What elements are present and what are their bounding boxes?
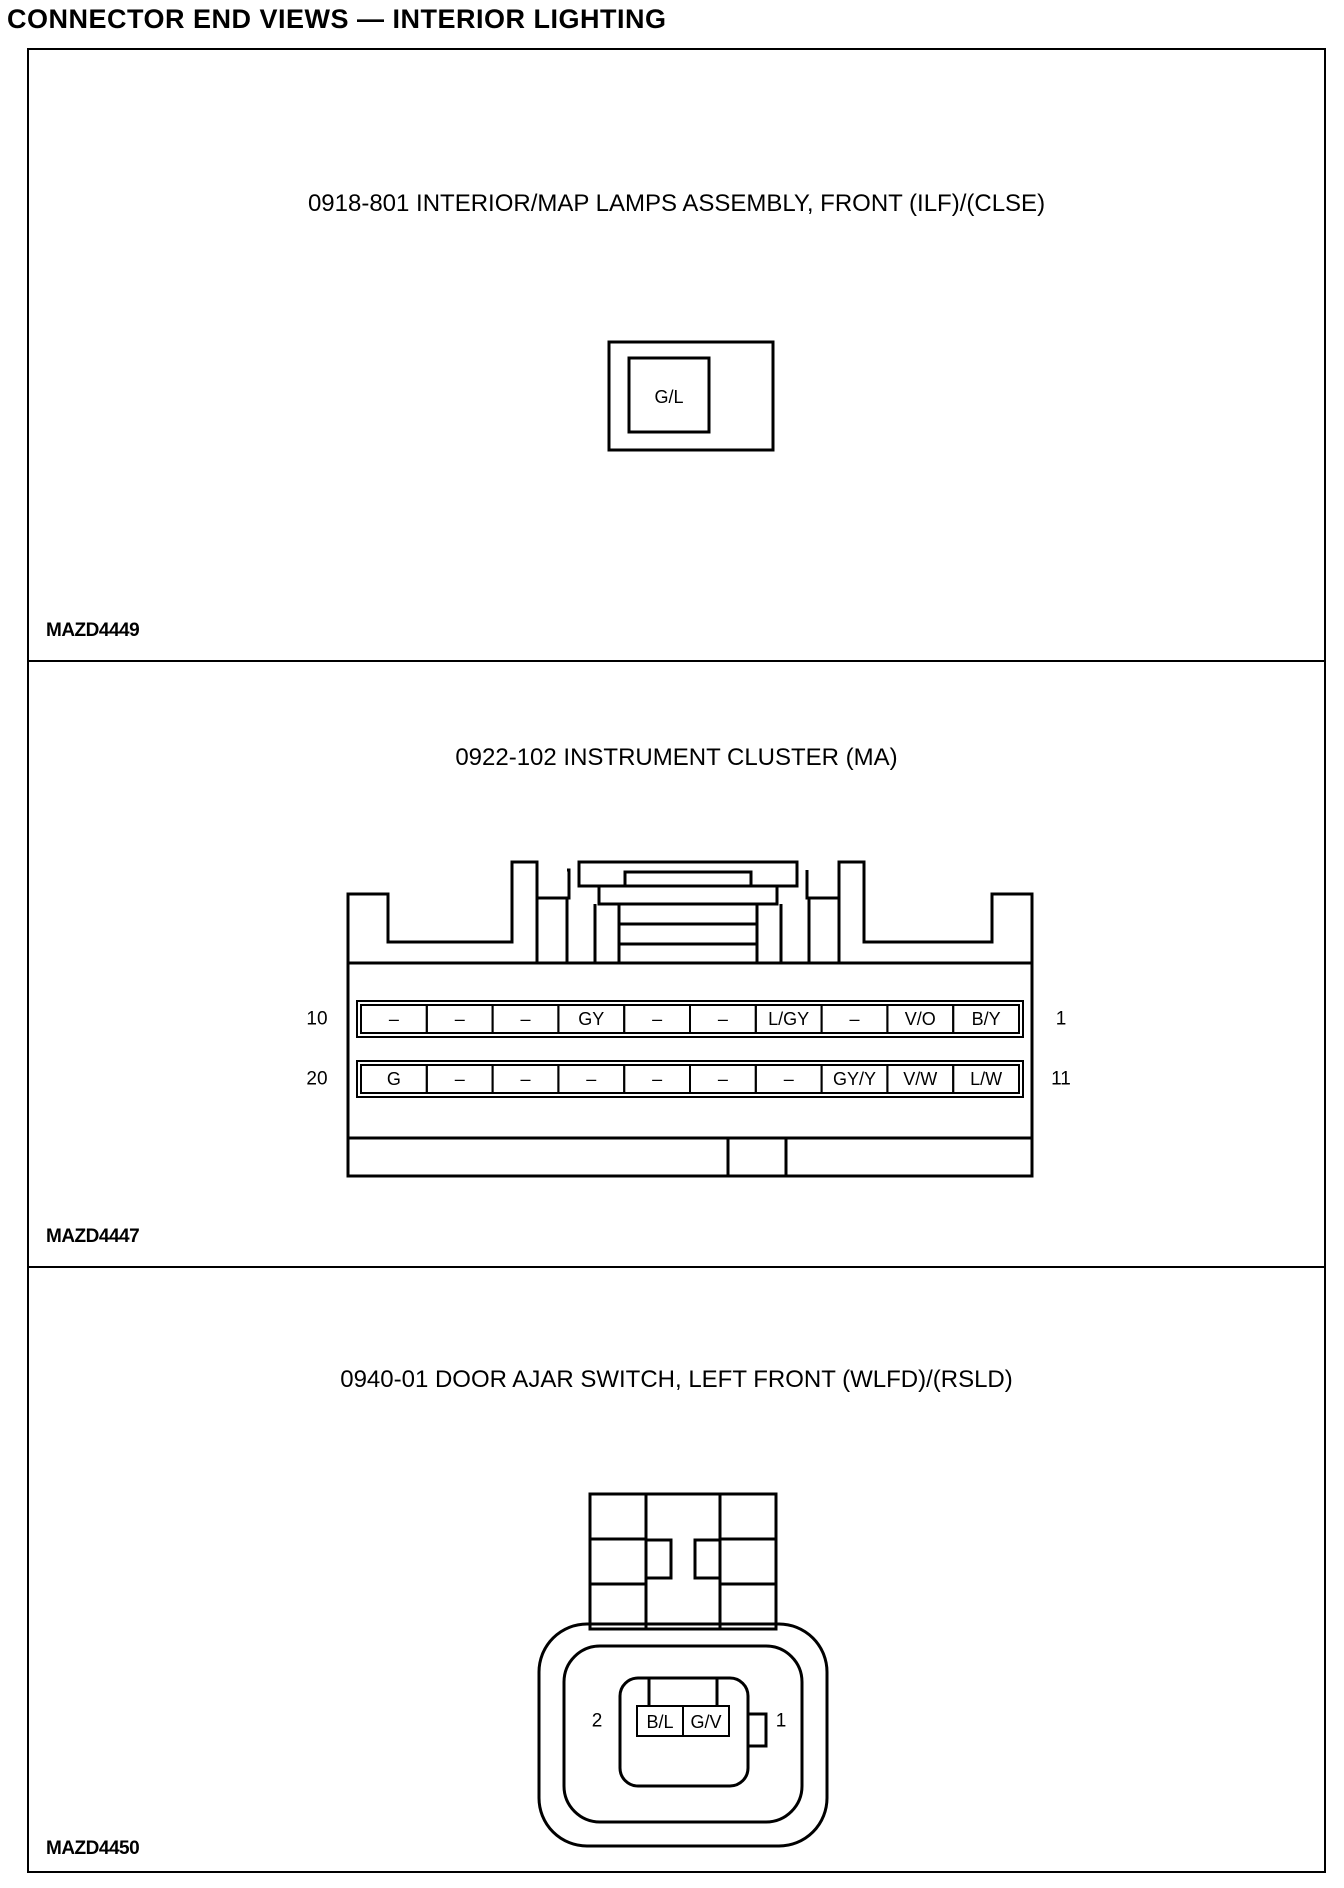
connector-latch-block <box>590 1494 776 1629</box>
connector-diagram <box>29 1268 1324 1873</box>
shroud-left <box>348 862 537 963</box>
pin-number-right: 1 <box>1055 1008 1067 1030</box>
diagram-code: MAZD4450 <box>46 1838 140 1859</box>
pin-label: G/V <box>690 1712 722 1732</box>
pin-label: – <box>520 1069 531 1089</box>
pin-label: L/W <box>970 1069 1003 1089</box>
diagram-frame <box>27 48 1326 1873</box>
panel-title: 0940-01 DOOR AJAR SWITCH, LEFT FRONT (WLFD)/(RSLD) <box>340 1366 1013 1393</box>
connector-panel-instrument-cluster <box>29 660 1324 1268</box>
pin-label: – <box>652 1069 663 1089</box>
connector-panel-interior-map-lamps <box>29 50 1324 660</box>
pin-label: V/O <box>904 1009 936 1029</box>
pin-label: – <box>717 1009 728 1029</box>
connector-diagram <box>29 50 1324 660</box>
pin-number-left: 20 <box>306 1068 328 1090</box>
pin-label: V/W <box>903 1069 938 1089</box>
shroud-right <box>839 862 1032 963</box>
pin-label: – <box>454 1069 465 1089</box>
panel-title: 0922-102 INSTRUMENT CLUSTER (MA) <box>455 744 898 771</box>
connector-panel-door-ajar-switch <box>29 1266 1324 1873</box>
panel-title: 0918-801 INTERIOR/MAP LAMPS ASSEMBLY, FRONT (ILF)/(CLSE) <box>307 190 1046 217</box>
connector-diagram <box>29 662 1324 1268</box>
pin-label: – <box>388 1009 399 1029</box>
pin-label: GY <box>578 1009 605 1029</box>
pin-label: B/Y <box>971 1009 1001 1029</box>
pin-number-right: 11 <box>1051 1068 1071 1090</box>
pin-row-upper <box>357 1001 1023 1037</box>
diagram-code: MAZD4449 <box>46 620 140 641</box>
pin-label: – <box>717 1069 728 1089</box>
pin-label: – <box>454 1009 465 1029</box>
pin-label: G/L <box>654 387 684 407</box>
pin-row-lower <box>357 1061 1023 1097</box>
pin-number-left: 10 <box>306 1008 328 1030</box>
latch <box>579 862 797 886</box>
pin-label: L/GY <box>768 1009 810 1029</box>
pin-number-left: 2 <box>591 1710 603 1732</box>
pin-number-right: 1 <box>775 1710 787 1732</box>
pin-label: GY/Y <box>832 1069 877 1089</box>
pin-label: B/L <box>646 1712 674 1732</box>
pin-label: – <box>586 1069 597 1089</box>
pin-label: – <box>520 1009 531 1029</box>
pin-label: – <box>849 1009 860 1029</box>
page-title: CONNECTOR END VIEWS — INTERIOR LIGHTING <box>7 4 667 34</box>
diagram-code: MAZD4447 <box>46 1226 140 1247</box>
pin-label: – <box>652 1009 663 1029</box>
pin-label: G <box>386 1069 401 1089</box>
pin-label: – <box>783 1069 794 1089</box>
